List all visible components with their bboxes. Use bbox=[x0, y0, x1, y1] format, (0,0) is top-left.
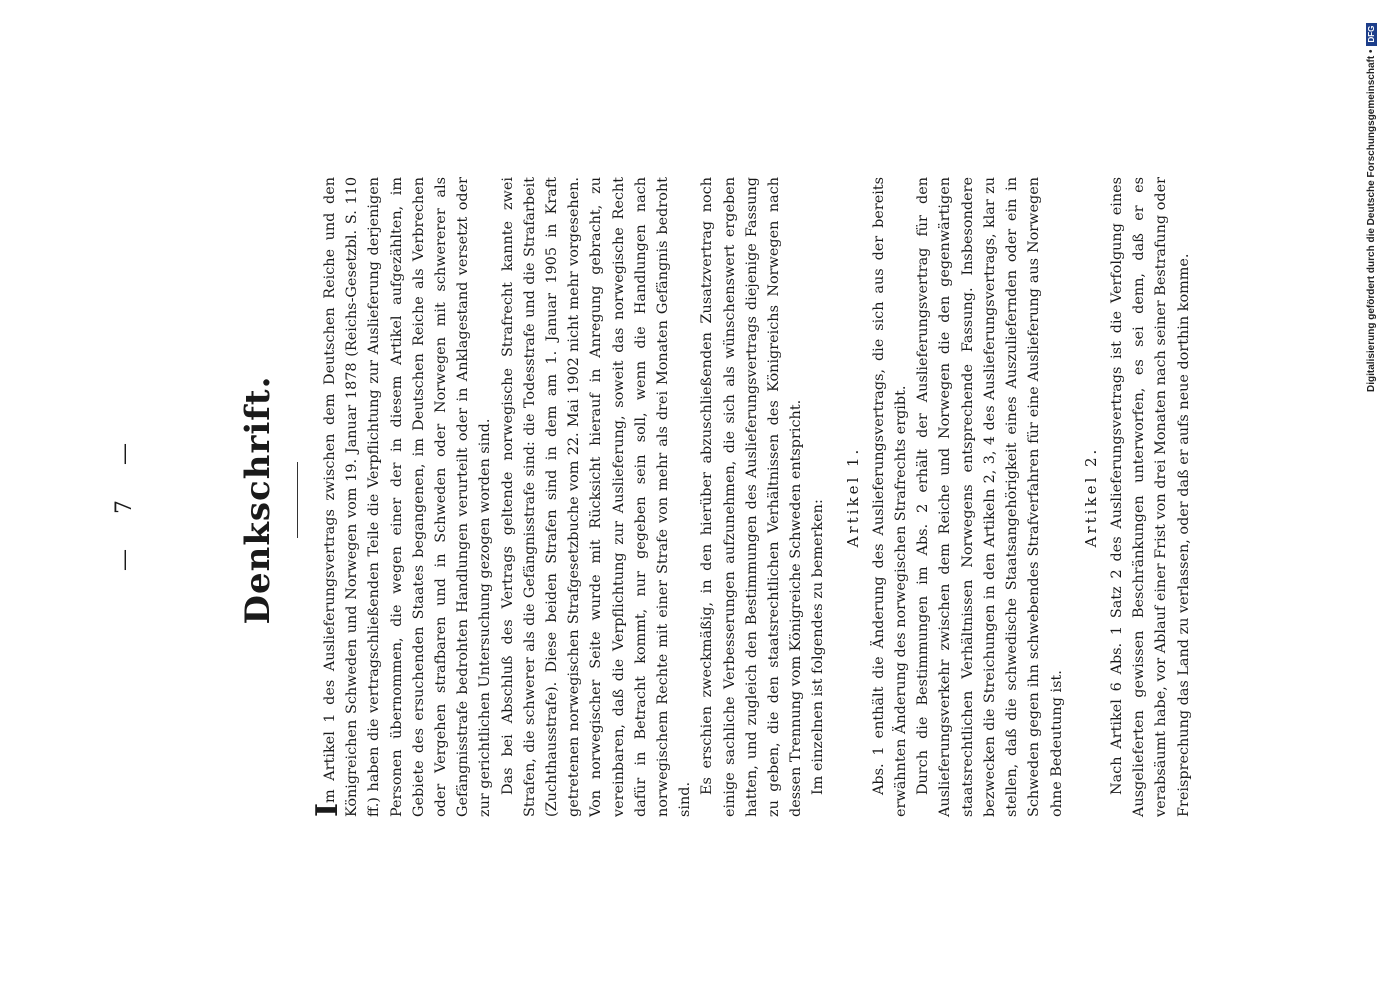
credit-text: Digitalisierung gefördert durch die Deutsche Forschungsgemeinschaft • bbox=[1365, 49, 1377, 392]
dfg-logo: DFG bbox=[1366, 23, 1377, 46]
paragraph-text: m Artikel 1 des Auslieferungsvertrags zwischen dem Deutschen Reiche und den Königreichen Schweden und Norwegen vom 19. Januar 1878 (Reichs-Gesetzbl. S. 110 ff.) haben die vertragschließenden Teile die Verpflichtung zur Auslieferung derjenigen Personen übernommen, die wegen einer der in diesem Artikel aufgezählten, im Gebiete des ersuchenden Staates begangenen, im Deutschen Reiche als Verbrechen oder Vergehen strafbaren und in Schweden oder Norwegen mit schwererer als Gefängnisstrafe bedrohten Handlungen verurteilt oder in Anklagestand versetzt oder zur gerichtlichen Untersuchung gezogen worden sind. bbox=[322, 177, 494, 817]
paragraph: Durch die Bestimmungen im Abs. 2 erhält der Auslieferungsvertrag für den Auslieferungsverkehr zwischen dem Reiche und Norwegen die den gegenwärtigen staatsrechtlichen Verhältnissen Norwegens entsprechende Fassung. Insbesondere bezwecken die Streichungen in den Artikeln 2, 3, 4 des Auslieferungsvertrags, klar zu stellen, daß die schwedische Staatsangehörigkeit eines Auszuliefernden oder ein in Schweden gegen ihn schwebendes Strafverfahren für eine Auslieferung aus Norwegen ohne Bedeutung ist. bbox=[915, 177, 1065, 817]
page-title: Denkschrift. bbox=[238, 375, 278, 625]
article-2-heading: Artikel 2. bbox=[1081, 446, 1100, 548]
paragraph: Im einzelnen ist folgendes zu bemerken: bbox=[810, 499, 827, 795]
paragraph bbox=[310, 177, 497, 817]
digitization-credit bbox=[1360, 0, 1382, 392]
paragraph: Es erschien zweckmäßig, in den hierüber abzuschließenden Zusatzvertrag noch einige sachliche Verbesserungen aufzunehmen, die sich als wünschenswert ergeben hatten, und zugleich den Bestimmungen des Auslieferungsvertrags diejenige Fassung zu geben, die den staatsrechtlichen Verhältnissen des Königreichs Norwegen nach dessen Trennung vom Königreiche Schweden entspricht. bbox=[699, 177, 805, 817]
title-divider bbox=[297, 462, 298, 538]
document-body bbox=[310, 177, 1195, 817]
paragraph: Das bei Abschluß des Vertrags geltende norwegische Strafrecht kannte zwei Strafen, die schwerer als die Gefängnisstrafe sind: die Todesstrafe und die Strafarbeit (Zuchthausstrafe). Diese beiden Strafen sind in dem am 1. Januar 1905 in Kraft getretenen norwegischen Strafgesetzbuche vom 22. Mai 1902 nicht mehr vorgesehen. Von norwegischer Seite wurde mit Rücksicht hierauf in Anregung gebracht, zu vereinbaren, daß die Verpflichtung zur Auslieferung, soweit das norwegische Recht dafür in Betracht kommt, nur gegeben sein soll, wenn die Handlungen nach norwegischem Rechte mit einer Strafe von mehr als drei Monaten Gefängnis bedroht sind. bbox=[499, 177, 694, 817]
page-number: — 7 — bbox=[112, 429, 137, 571]
paragraph: Nach Artikel 6 Abs. 1 Satz 2 des Auslieferungsvertrags ist die Verfolgung eines Ausgelieferten gewissen Beschränkungen unterworfen, es sei denn, daß er es verabsäumt habe, vor Ablauf einer Frist von drei Monaten nach seiner Bestrafung oder Freisprechung das Land zu verlassen, oder daß er aufs neue dorthin komme. bbox=[1108, 177, 1192, 817]
drop-initial: I bbox=[310, 802, 345, 817]
article-1-heading: Artikel 1. bbox=[843, 446, 862, 548]
paragraph: Abs. 1 enthält die Änderung des Auslieferungsvertrags, die sich aus der bereits erwähnten Änderung des norwegischen Strafrechts ergibt. bbox=[870, 177, 910, 817]
